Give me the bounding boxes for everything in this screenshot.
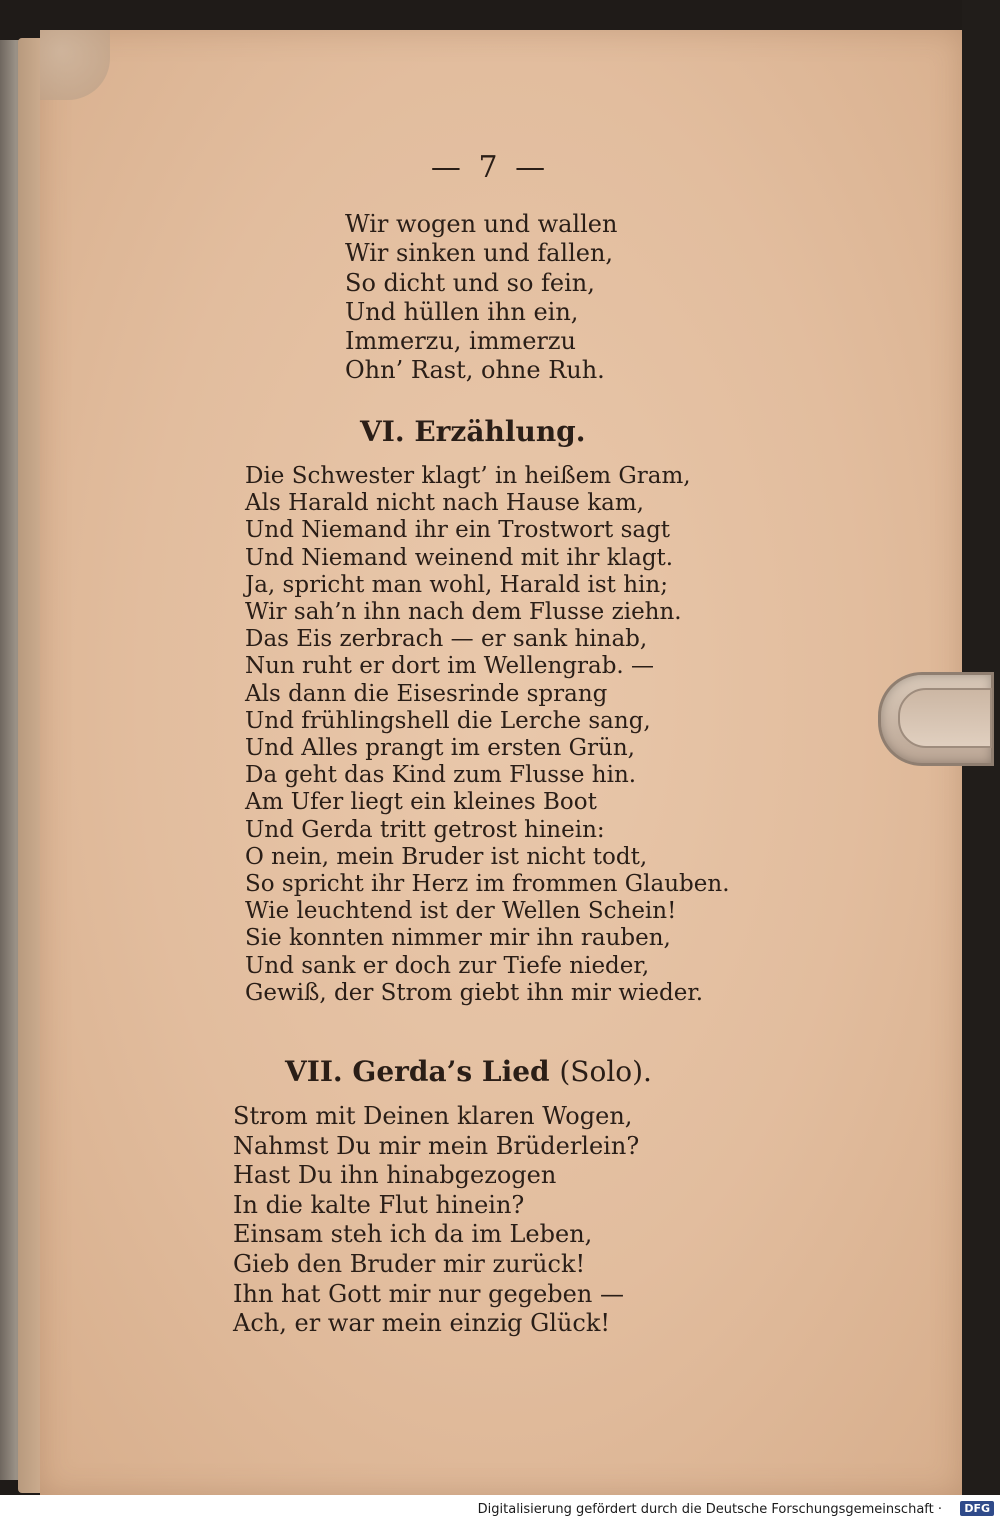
verse-line: Wir wogen und wallen — [345, 210, 618, 238]
section-6-title: Erzählung. — [414, 415, 586, 448]
verse-line: Gewiß, der Strom giebt ihn mir wieder. — [245, 979, 704, 1006]
section-7-title: Gerda’s Lied — [352, 1055, 550, 1088]
verse-line: Immerzu, immerzu — [345, 327, 576, 356]
page-number: — 7 — — [430, 150, 550, 185]
verse-line: Sie konnten nimmer mir ihn rauben, — [245, 925, 671, 952]
section-6-verse — [245, 463, 730, 1007]
verse-line: Gieb den Bruder mir zurück! — [233, 1249, 586, 1278]
verse-line: Als dann die Eisesrinde sprang — [245, 680, 608, 707]
section-7-heading — [285, 1055, 652, 1088]
verse-line: Als Harald nicht nach Hause kam, — [245, 490, 644, 517]
section-6-numeral: VI. — [360, 415, 405, 448]
verse-line: Ach, er war mein einzig Glück! — [233, 1309, 611, 1338]
footer-credit: Digitalisierung gefördert durch die Deutsche Forschungsgemeinschaft · — [477, 1502, 942, 1517]
verse-line: Wir sinken und fallen, — [345, 239, 614, 268]
verse-line: So dicht und so fein, — [345, 268, 595, 297]
verse-line: O nein, mein Bruder ist nicht todt, — [245, 843, 648, 870]
verse-line: Ohn’ Rast, ohne Ruh. — [345, 356, 605, 385]
verse-line: Einsam steh ich da im Leben, — [233, 1220, 593, 1249]
verse-line: Ihn hat Gott mir nur gegeben — — [233, 1279, 624, 1308]
stanza-1 — [345, 210, 617, 386]
verse-line: In die kalte Flut hinein? — [233, 1190, 525, 1219]
verse-line: Und frühlingshell die Lerche sang, — [245, 707, 651, 734]
section-7-subtitle: (Solo). — [559, 1055, 652, 1088]
verse-line: Und Niemand weinend mit ihr klagt. — [245, 544, 674, 571]
verse-line: Und Niemand ihr ein Trostwort sagt — [245, 517, 671, 544]
verse-line: Und Gerda tritt getrost hinein: — [245, 816, 605, 843]
section-6-heading — [360, 415, 586, 448]
dfg-logo: DFG — [960, 1501, 994, 1516]
verse-line: Da geht das Kind zum Flusse hin. — [245, 762, 637, 789]
verse-line: Nun ruht er dort im Wellengrab. — — [245, 653, 655, 680]
verse-line: Am Ufer liegt ein kleines Boot — [245, 789, 597, 816]
verse-line: Und hüllen ihn ein, — [345, 297, 579, 326]
section-7-numeral: VII. — [285, 1055, 343, 1088]
verse-line: So spricht ihr Herz im frommen Glauben. — [245, 871, 730, 898]
verse-line: Ja, spricht man wohl, Harald ist hin; — [245, 571, 668, 598]
verse-line: Wir sah’n ihn nach dem Flusse ziehn. — [245, 599, 682, 626]
verse-line: Die Schwester klagt’ in heißem Gram, — [245, 463, 691, 489]
verse-line: Wie leuchtend ist der Wellen Schein! — [245, 898, 677, 925]
verse-line: Und sank er doch zur Tiefe nieder, — [245, 952, 650, 979]
verse-line: Strom mit Deinen klaren Wogen, — [233, 1102, 633, 1130]
verse-line: Hast Du ihn hinabgezogen — [233, 1161, 557, 1190]
verse-line: Nahmst Du mir mein Brüderlein? — [233, 1131, 640, 1160]
verse-line: Und Alles prangt im ersten Grün, — [245, 735, 635, 762]
paper-clip-inner — [898, 688, 992, 748]
verse-line: Das Eis zerbrach — er sank hinab, — [245, 626, 648, 653]
section-7-verse — [233, 1102, 639, 1339]
